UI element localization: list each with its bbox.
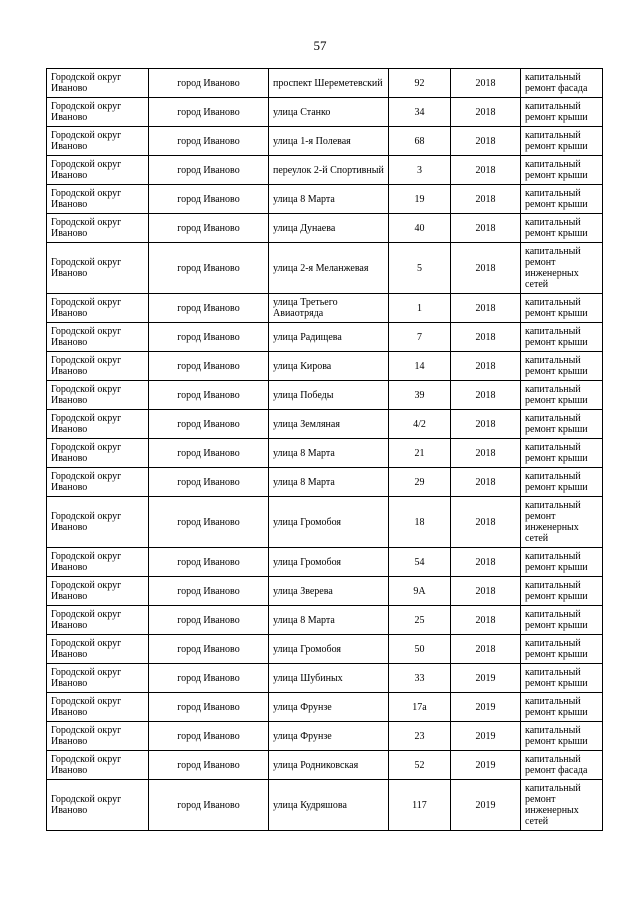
city-cell: город Иваново (149, 497, 269, 548)
work-type-cell: капитальный ремонт фасада (521, 69, 603, 98)
work-type-cell: капитальный ремонт крыши (521, 127, 603, 156)
work-type-cell: капитальный ремонт фасада (521, 751, 603, 780)
street-cell: проспект Шереметевский (269, 69, 389, 98)
repair-program-table (46, 68, 603, 831)
house-number-cell: 40 (389, 214, 451, 243)
work-type-cell: капитальный ремонт крыши (521, 294, 603, 323)
district-cell: Городской округ Иваново (47, 214, 149, 243)
year-cell: 2018 (451, 439, 521, 468)
street-cell: переулок 2-й Спортивный (269, 156, 389, 185)
work-type-cell: капитальный ремонт крыши (521, 352, 603, 381)
table-row (47, 381, 603, 410)
city-cell: город Иваново (149, 751, 269, 780)
street-cell: улица 2-я Меланжевая (269, 243, 389, 294)
city-cell: город Иваново (149, 410, 269, 439)
table-row (47, 127, 603, 156)
street-cell: улица Победы (269, 381, 389, 410)
district-cell: Городской округ Иваново (47, 468, 149, 497)
street-cell: улица 8 Марта (269, 439, 389, 468)
work-type-cell: капитальный ремонт инженерных сетей (521, 243, 603, 294)
district-cell: Городской округ Иваново (47, 751, 149, 780)
district-cell: Городской округ Иваново (47, 548, 149, 577)
street-cell: улица Родниковская (269, 751, 389, 780)
work-type-cell: капитальный ремонт крыши (521, 577, 603, 606)
table-row (47, 751, 603, 780)
work-type-cell: капитальный ремонт крыши (521, 664, 603, 693)
city-cell: город Иваново (149, 214, 269, 243)
street-cell: улица Кирова (269, 352, 389, 381)
house-number-cell: 21 (389, 439, 451, 468)
city-cell: город Иваново (149, 381, 269, 410)
house-number-cell: 23 (389, 722, 451, 751)
year-cell: 2019 (451, 751, 521, 780)
house-number-cell: 54 (389, 548, 451, 577)
city-cell: город Иваново (149, 780, 269, 831)
house-number-cell: 29 (389, 468, 451, 497)
house-number-cell: 4/2 (389, 410, 451, 439)
year-cell: 2018 (451, 548, 521, 577)
table-row (47, 185, 603, 214)
house-number-cell: 17а (389, 693, 451, 722)
table-row (47, 780, 603, 831)
table-body (47, 69, 603, 831)
year-cell: 2018 (451, 323, 521, 352)
work-type-cell: капитальный ремонт крыши (521, 468, 603, 497)
district-cell: Городской округ Иваново (47, 243, 149, 294)
district-cell: Городской округ Иваново (47, 294, 149, 323)
house-number-cell: 50 (389, 635, 451, 664)
city-cell: город Иваново (149, 468, 269, 497)
year-cell: 2018 (451, 185, 521, 214)
year-cell: 2018 (451, 243, 521, 294)
table-row (47, 439, 603, 468)
street-cell: улица Земляная (269, 410, 389, 439)
table-row (47, 548, 603, 577)
work-type-cell: капитальный ремонт крыши (521, 410, 603, 439)
table-row (47, 243, 603, 294)
work-type-cell: капитальный ремонт крыши (521, 185, 603, 214)
table-row (47, 323, 603, 352)
house-number-cell: 7 (389, 323, 451, 352)
table-row (47, 352, 603, 381)
city-cell: город Иваново (149, 69, 269, 98)
house-number-cell: 92 (389, 69, 451, 98)
street-cell: улица Станко (269, 98, 389, 127)
street-cell: улица Фрунзе (269, 722, 389, 751)
year-cell: 2018 (451, 127, 521, 156)
work-type-cell: капитальный ремонт крыши (521, 548, 603, 577)
house-number-cell: 68 (389, 127, 451, 156)
year-cell: 2019 (451, 780, 521, 831)
year-cell: 2018 (451, 98, 521, 127)
table-row (47, 635, 603, 664)
district-cell: Городской округ Иваново (47, 352, 149, 381)
district-cell: Городской округ Иваново (47, 410, 149, 439)
city-cell: город Иваново (149, 127, 269, 156)
city-cell: город Иваново (149, 156, 269, 185)
city-cell: город Иваново (149, 548, 269, 577)
house-number-cell: 3 (389, 156, 451, 185)
work-type-cell: капитальный ремонт крыши (521, 439, 603, 468)
year-cell: 2018 (451, 468, 521, 497)
year-cell: 2018 (451, 294, 521, 323)
street-cell: улица 8 Марта (269, 185, 389, 214)
work-type-cell: капитальный ремонт крыши (521, 381, 603, 410)
district-cell: Городской округ Иваново (47, 185, 149, 214)
district-cell: Городской округ Иваново (47, 381, 149, 410)
work-type-cell: капитальный ремонт крыши (521, 156, 603, 185)
table-row (47, 664, 603, 693)
city-cell: город Иваново (149, 323, 269, 352)
street-cell: улица Шубиных (269, 664, 389, 693)
work-type-cell: капитальный ремонт крыши (521, 323, 603, 352)
street-cell: улица 1-я Полевая (269, 127, 389, 156)
work-type-cell: капитальный ремонт крыши (521, 606, 603, 635)
house-number-cell: 1 (389, 294, 451, 323)
district-cell: Городской округ Иваново (47, 693, 149, 722)
table-row (47, 722, 603, 751)
city-cell: город Иваново (149, 185, 269, 214)
year-cell: 2018 (451, 577, 521, 606)
house-number-cell: 14 (389, 352, 451, 381)
work-type-cell: капитальный ремонт инженерных сетей (521, 497, 603, 548)
house-number-cell: 19 (389, 185, 451, 214)
street-cell: улица Фрунзе (269, 693, 389, 722)
house-number-cell: 52 (389, 751, 451, 780)
house-number-cell: 18 (389, 497, 451, 548)
district-cell: Городской округ Иваново (47, 439, 149, 468)
street-cell: улица Радищева (269, 323, 389, 352)
year-cell: 2018 (451, 156, 521, 185)
district-cell: Городской округ Иваново (47, 127, 149, 156)
street-cell: улица Громобоя (269, 497, 389, 548)
city-cell: город Иваново (149, 294, 269, 323)
city-cell: город Иваново (149, 606, 269, 635)
table-row (47, 214, 603, 243)
year-cell: 2019 (451, 722, 521, 751)
table-row (47, 69, 603, 98)
house-number-cell: 117 (389, 780, 451, 831)
table-row (47, 497, 603, 548)
table-row (47, 693, 603, 722)
year-cell: 2018 (451, 69, 521, 98)
year-cell: 2018 (451, 606, 521, 635)
table-row (47, 98, 603, 127)
district-cell: Городской округ Иваново (47, 497, 149, 548)
table-row (47, 410, 603, 439)
district-cell: Городской округ Иваново (47, 606, 149, 635)
street-cell: улица 8 Марта (269, 606, 389, 635)
city-cell: город Иваново (149, 693, 269, 722)
work-type-cell: капитальный ремонт крыши (521, 214, 603, 243)
work-type-cell: капитальный ремонт крыши (521, 693, 603, 722)
street-cell: улица Громобоя (269, 635, 389, 664)
city-cell: город Иваново (149, 243, 269, 294)
street-cell: улица Зверева (269, 577, 389, 606)
house-number-cell: 34 (389, 98, 451, 127)
work-type-cell: капитальный ремонт крыши (521, 722, 603, 751)
table-row (47, 606, 603, 635)
house-number-cell: 9А (389, 577, 451, 606)
district-cell: Городской округ Иваново (47, 722, 149, 751)
year-cell: 2018 (451, 410, 521, 439)
year-cell: 2019 (451, 693, 521, 722)
district-cell: Городской округ Иваново (47, 323, 149, 352)
work-type-cell: капитальный ремонт инженерных сетей (521, 780, 603, 831)
district-cell: Городской округ Иваново (47, 780, 149, 831)
table-row (47, 468, 603, 497)
city-cell: город Иваново (149, 439, 269, 468)
table-row (47, 294, 603, 323)
district-cell: Городской округ Иваново (47, 98, 149, 127)
city-cell: город Иваново (149, 664, 269, 693)
street-cell: улица 8 Марта (269, 468, 389, 497)
district-cell: Городской округ Иваново (47, 635, 149, 664)
street-cell: улица Дунаева (269, 214, 389, 243)
street-cell: улица Кудряшова (269, 780, 389, 831)
year-cell: 2018 (451, 214, 521, 243)
house-number-cell: 5 (389, 243, 451, 294)
year-cell: 2018 (451, 497, 521, 548)
city-cell: город Иваново (149, 722, 269, 751)
house-number-cell: 25 (389, 606, 451, 635)
street-cell: улица Громобоя (269, 548, 389, 577)
year-cell: 2018 (451, 381, 521, 410)
district-cell: Городской округ Иваново (47, 577, 149, 606)
house-number-cell: 39 (389, 381, 451, 410)
street-cell: улица Третьего Авиаотряда (269, 294, 389, 323)
city-cell: город Иваново (149, 98, 269, 127)
year-cell: 2019 (451, 664, 521, 693)
year-cell: 2018 (451, 352, 521, 381)
work-type-cell: капитальный ремонт крыши (521, 98, 603, 127)
district-cell: Городской округ Иваново (47, 156, 149, 185)
year-cell: 2018 (451, 635, 521, 664)
district-cell: Городской округ Иваново (47, 69, 149, 98)
city-cell: город Иваново (149, 352, 269, 381)
house-number-cell: 33 (389, 664, 451, 693)
district-cell: Городской округ Иваново (47, 664, 149, 693)
work-type-cell: капитальный ремонт крыши (521, 635, 603, 664)
table-row (47, 577, 603, 606)
table-row (47, 156, 603, 185)
page-number: 57 (313, 38, 327, 53)
city-cell: город Иваново (149, 577, 269, 606)
city-cell: город Иваново (149, 635, 269, 664)
